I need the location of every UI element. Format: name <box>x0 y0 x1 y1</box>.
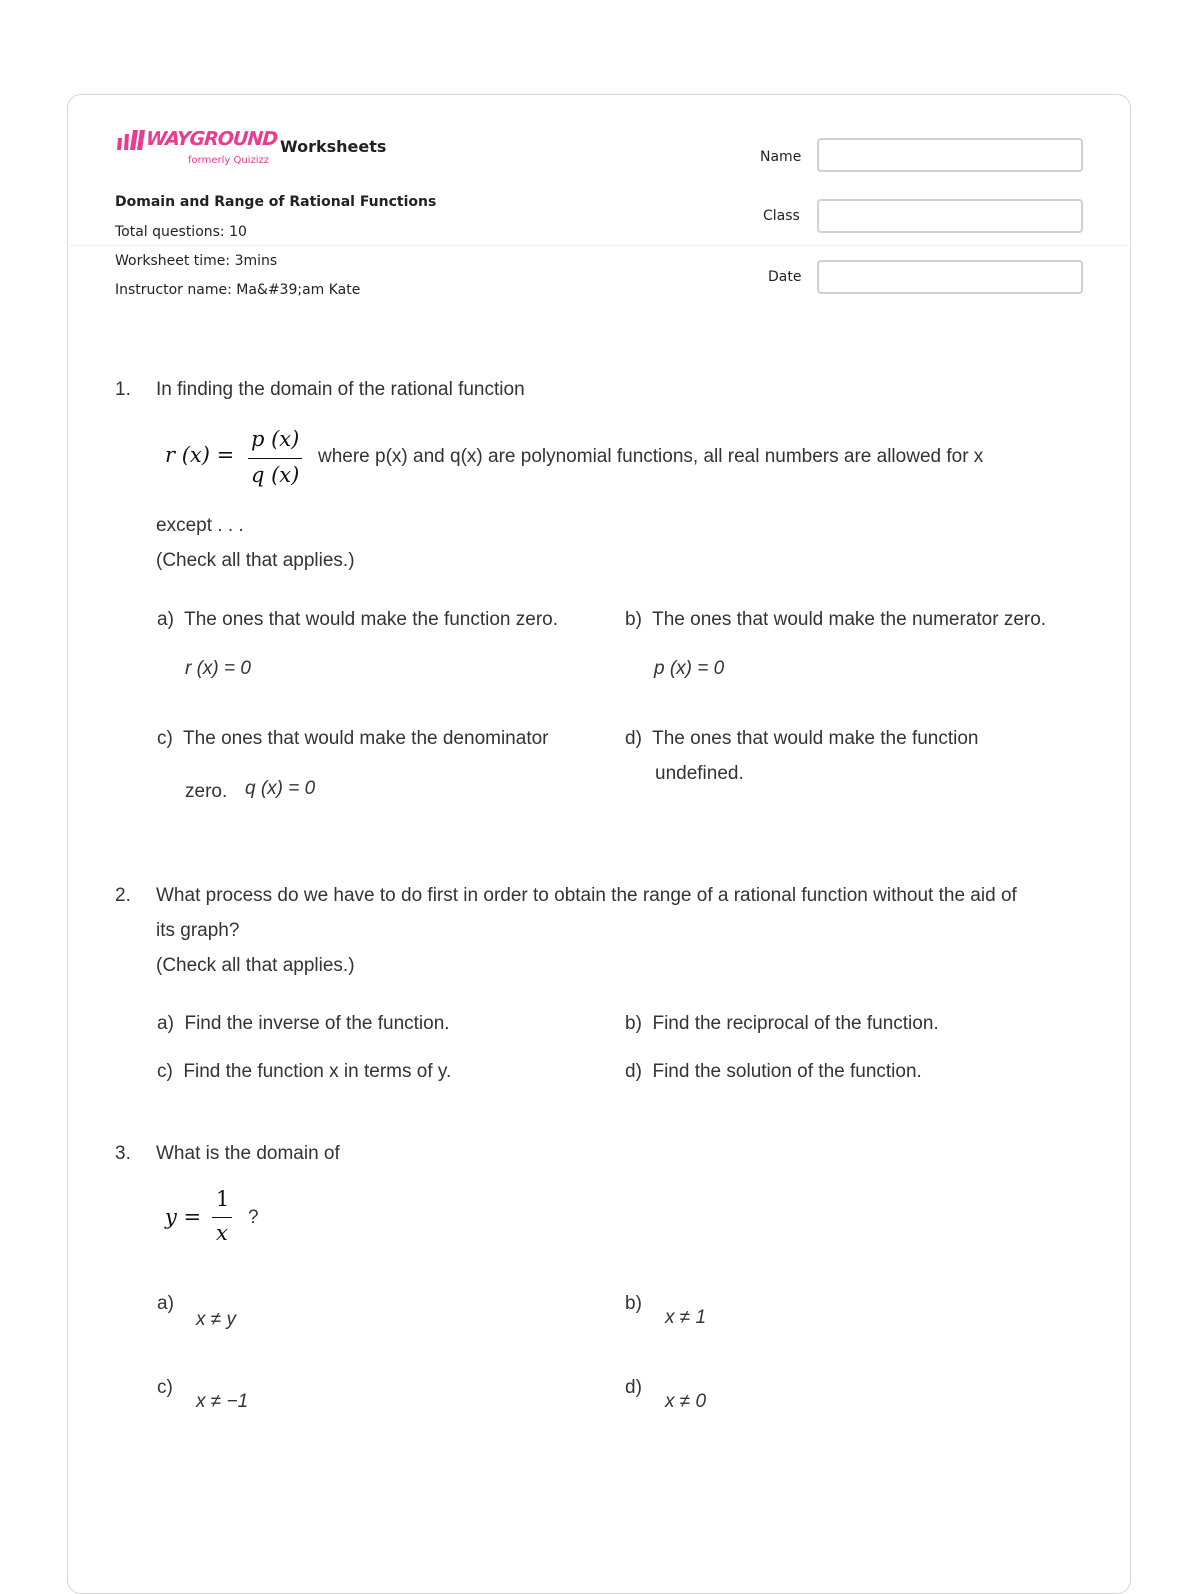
option-letter: b) <box>625 609 642 630</box>
option-text: The ones that would make the function <box>652 728 979 749</box>
worksheet-title: Domain and Range of Rational Functions <box>115 194 437 210</box>
option-d[interactable] <box>625 728 979 750</box>
brand-name: WAYGROUND <box>145 128 278 150</box>
formula-lhs: y = <box>165 1205 202 1229</box>
option-a[interactable] <box>157 609 558 631</box>
option-letter: d) <box>625 1377 642 1398</box>
option-letter: a) <box>157 1013 174 1034</box>
option-text: Find the inverse of the function. <box>184 1013 450 1034</box>
option-text: Find the reciprocal of the function. <box>652 1013 939 1034</box>
option-c[interactable] <box>157 728 549 750</box>
option-letter: d) <box>625 1061 642 1082</box>
option-letter: b) <box>625 1013 642 1034</box>
option-b-math: x ≠ 1 <box>665 1307 707 1328</box>
option-letter: c) <box>157 728 173 749</box>
option-a-math: r (x) = 0 <box>185 658 251 679</box>
fraction-bar <box>248 458 302 459</box>
option-letter: d) <box>625 728 642 749</box>
formula-suffix: ? <box>248 1207 259 1228</box>
worksheet-time: Worksheet time: 3mins <box>115 253 278 269</box>
option-a[interactable] <box>157 1293 174 1315</box>
option-text: The ones that would make the denominator <box>183 728 549 749</box>
formula-numerator: p (x) <box>251 427 300 451</box>
question-number: 3. <box>115 1143 131 1164</box>
option-letter: a) <box>157 1293 174 1314</box>
option-letter: b) <box>625 1293 642 1314</box>
date-label: Date <box>768 269 802 285</box>
option-c-text-continued: zero. <box>185 781 228 802</box>
option-b-math: p (x) = 0 <box>654 658 725 679</box>
option-b[interactable] <box>625 1013 939 1035</box>
question-stem-continued: its graph? <box>156 920 240 941</box>
question-note: (Check all that applies.) <box>156 955 355 976</box>
total-questions: Total questions: 10 <box>115 224 247 240</box>
option-c-math: x ≠ −1 <box>196 1391 249 1412</box>
formula-denominator: x <box>216 1221 228 1245</box>
class-field[interactable] <box>817 199 1083 233</box>
brand-bars-icon <box>116 130 146 152</box>
name-label: Name <box>760 149 802 165</box>
question-number: 1. <box>115 379 131 400</box>
brand-formerly: formerly Quizizz <box>188 155 269 166</box>
question-stem: What process do we have to do first in order to obtain the range of a rational function without the aid of <box>156 885 1017 906</box>
question-stem-continued: where p(x) and q(x) are polynomial functions, all real numbers are allowed for x <box>318 446 984 467</box>
option-letter: c) <box>157 1061 173 1082</box>
date-field[interactable] <box>817 260 1083 294</box>
option-letter: a) <box>157 609 174 630</box>
option-text: Find the function x in terms of y. <box>183 1061 452 1082</box>
formula-numerator: 1 <box>216 1187 230 1211</box>
option-d[interactable] <box>625 1377 642 1399</box>
question-stem: What is the domain of <box>156 1143 340 1164</box>
option-d-math: x ≠ 0 <box>665 1391 707 1412</box>
option-d[interactable] <box>625 1061 922 1083</box>
fraction-bar <box>212 1217 232 1218</box>
name-field[interactable] <box>817 138 1083 172</box>
formula-denominator: q (x) <box>251 463 300 487</box>
question-number: 2. <box>115 885 131 906</box>
question-stem: In finding the domain of the rational function <box>156 379 525 400</box>
option-a[interactable] <box>157 1013 450 1035</box>
formula-lhs: r (x) = <box>165 443 235 467</box>
header-divider <box>67 245 1131 246</box>
option-c-math: q (x) = 0 <box>245 778 316 799</box>
instructor-name: Instructor name: Ma&#39;am Kate <box>115 282 361 298</box>
option-c[interactable] <box>157 1377 173 1399</box>
option-text: The ones that would make the numerator zero. <box>652 609 1047 630</box>
option-text: The ones that would make the function zero. <box>184 609 559 630</box>
worksheet-page <box>67 94 1131 1594</box>
option-c[interactable] <box>157 1061 451 1083</box>
option-letter: c) <box>157 1377 173 1398</box>
class-label: Class <box>763 208 800 224</box>
option-b[interactable] <box>625 609 1046 631</box>
option-text: Find the solution of the function. <box>652 1061 922 1082</box>
option-d-text-continued: undefined. <box>655 763 744 784</box>
question-note: (Check all that applies.) <box>156 550 355 571</box>
option-a-math: x ≠ y <box>196 1309 236 1330</box>
option-b[interactable] <box>625 1293 642 1315</box>
question-stem-end: except . . . <box>156 515 244 536</box>
section-label: Worksheets <box>280 137 387 156</box>
